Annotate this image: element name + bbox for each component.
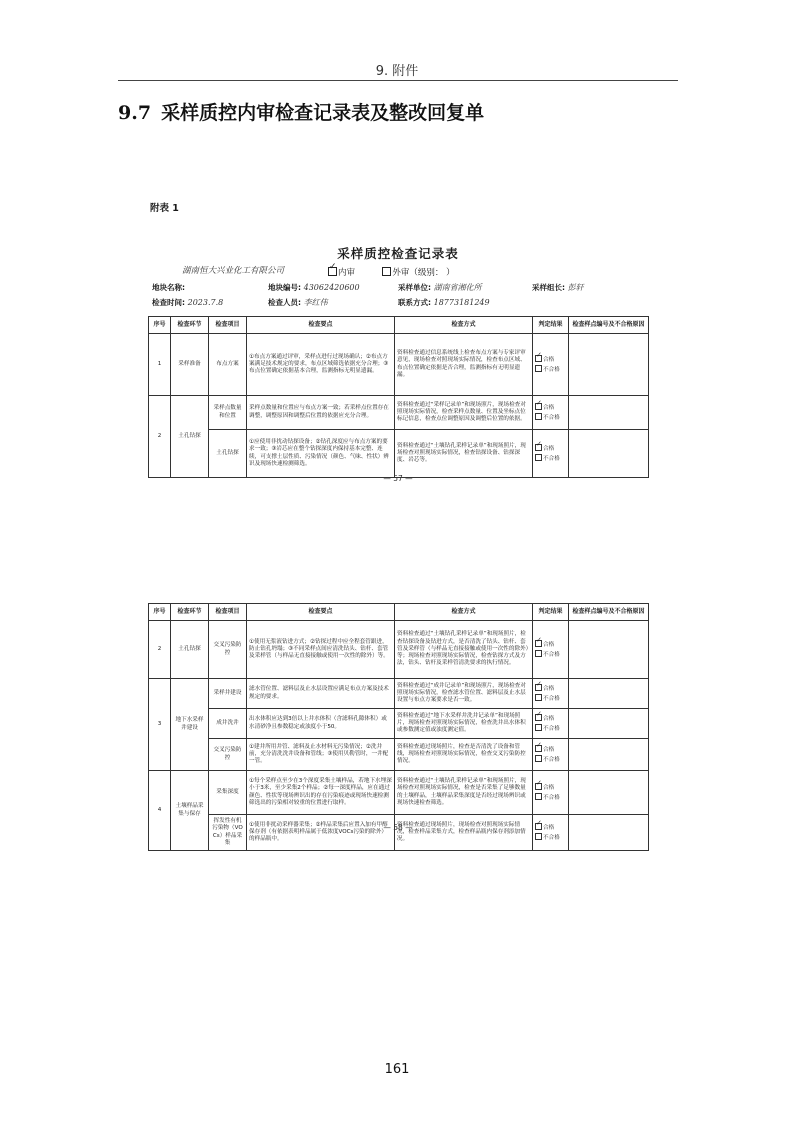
section-heading: 采样质控内审检查记录表及整改回复单 <box>161 102 485 124</box>
cell-points: ①应使用非扰动钻探设备；②钻孔深度应与布点方案的要求一致；③岩芯应在整个钻探深度内保持基本完整、连续，可支撑土层性质、污染情况（颜色、气味、性状）辨识及现场快速检测筛选。 <box>247 430 395 478</box>
external-audit-label: 外审（级别： ） <box>392 268 455 278</box>
sampling-unit-field: 采样单位: 湖南省湘化所 <box>398 283 482 292</box>
table-header-row <box>149 604 649 621</box>
cell-stage: 土孔钻探 <box>171 396 209 478</box>
cell-points: ①布点方案通过评审，采样点进行过现场确认；②布点方案满足技术规定的要求，布点区域筛选依据充分合理；③布点位置确定依据基本合理，监测指标无明显遗漏。 <box>247 334 395 396</box>
cell-points: 滤水管位置、滤料层及止水层设置应满足布点方案及技术规定的要求。 <box>247 679 395 709</box>
cell-remarks <box>569 334 649 396</box>
header-rule <box>118 80 678 81</box>
table-row <box>149 396 649 430</box>
contact-field: 联系方式: 18773181249 <box>398 298 490 307</box>
leader-field: 采样组长: 彭轩 <box>532 283 584 292</box>
cell-item: 交叉污染防控 <box>209 621 247 679</box>
section-number: 9.7 <box>118 102 152 124</box>
fail-checkbox <box>535 833 542 840</box>
cell-points: 出水体积应达到3倍以上井水体积（含滤料孔隙体积）或水清砂净且参数稳定或浊度小于50。 <box>247 709 395 739</box>
scan-page-number: — 58 — <box>383 823 413 832</box>
header-no: 序号 <box>149 317 171 334</box>
fail-checkbox <box>535 454 542 461</box>
cell-remarks <box>569 621 649 679</box>
table-row <box>149 815 649 851</box>
check-table-page-2 <box>148 603 649 851</box>
cell-method: 资料检查通过现场照片，检查是否清洗了设备和管线，现场检查对照现场实际情况，检查交叉污染防控情况。 <box>395 739 533 771</box>
cell-result: ✓合格 不合格 <box>533 396 569 430</box>
cell-points: 采样点数量和位置应与布点方案一致；若采样点位置存在调整，调整原因和调整后位置的依据应充分合理。 <box>247 396 395 430</box>
cell-no: 3 <box>149 679 171 771</box>
cell-stage: 采样准备 <box>171 334 209 396</box>
fail-checkbox <box>535 755 542 762</box>
fail-checkbox <box>535 413 542 420</box>
pass-checkbox <box>535 714 542 721</box>
cell-remarks <box>569 815 649 851</box>
cell-method: 资料检查通过“成井记录单”和现场照片，现场检查对照现场实际情况，检查滤水管位置、滤料层及止水层设置与布点方案要求是否一致。 <box>395 679 533 709</box>
fail-checkbox <box>535 724 542 731</box>
cell-stage: 土壤样品采集与保存 <box>171 771 209 851</box>
running-header: 9. 附件 <box>375 64 419 79</box>
inspector-field: 检查人员: 李红伟 <box>268 298 328 307</box>
cell-no: 2 <box>149 621 171 679</box>
cell-points: ①使用无浆液钻进方式；②钻探过程中应全程套管跟进，防止钻孔坍塌；③不同采样点间应清洗钻头、钻杆、套管及采样管（与样品无直接接触或使用一次性的除外）等。 <box>247 621 395 679</box>
pass-checkbox <box>535 684 542 691</box>
cell-method: 资料检查通过“土壤钻孔采样记录单”和现场照片，现场检查对照现场实际情况，检查是否采集了足够数量的土壤样品，土壤样品采集深度是否经过现场辨识或现场快速检查筛选。 <box>395 771 533 815</box>
cell-item: 成井洗井 <box>209 709 247 739</box>
fail-checkbox <box>535 365 542 372</box>
cell-result: ✓合格 不合格 <box>533 709 569 739</box>
internal-audit-checkbox <box>328 267 337 276</box>
cell-remarks <box>569 430 649 478</box>
cell-method: 资料检查通过“采样记录单”和现场照片，现场检查对照现场实际情况，检查采样点数量、位置及坐标点位标记信息，检查点位调整原因及调整后位置的依据。 <box>395 396 533 430</box>
cell-item: 交叉污染防控 <box>209 739 247 771</box>
cell-method: 资料检查通过“地下水采样井洗井记录单”和现场照片，现场检查对照现场实际情况，检查洗井出水体积或参数测定值或浊度测定值。 <box>395 709 533 739</box>
cell-points: ①每个采样点至少在3个深度采集土壤样品，若地下水埋深小于3米，至少采集2个样品；②每一深度样品，应在通过颜色、性状等现场辨识出的存在污染痕迹或现场快速检测筛选出的污染相对较重的位置进行取样。 <box>247 771 395 815</box>
audit-type-row <box>328 266 455 278</box>
cell-result: ✓合格 不合格 <box>533 679 569 709</box>
table-row <box>149 430 649 478</box>
cell-method: 资料检查通过“土壤钻孔采样记录单”和现场照片，检查钻探设备及钻进方式，是否清洗了钻头、钻杆、套管及采样管（与样品无直接接触或使用一次性的除外）等；现场检查对照现场实际情况，检查钻探方式及方法，钻头、钻杆及采样管清洗要求的执行情况。 <box>395 621 533 679</box>
page-number: 161 <box>384 1062 410 1077</box>
cell-result: ✓合格 不合格 <box>533 621 569 679</box>
cell-method: 资料检查通过现场照片，现场检查对照现场实际情况，检查样品采集方式，检查样品瓶内保存剂添加情况。 <box>395 815 533 851</box>
cell-stage: 土孔钻探 <box>171 621 209 679</box>
pass-checkbox <box>535 783 542 790</box>
handwritten-site-name: 湖南恒大兴业化工有限公司 <box>182 266 285 276</box>
cell-method: 资料检查通过“土壤钻孔采样记录单”和现场照片，现场检查对照现场实际情况，检查钻探设备、钻探深度、岩芯等。 <box>395 430 533 478</box>
fail-checkbox <box>535 793 542 800</box>
cell-remarks <box>569 771 649 815</box>
cell-points: ①使用非扰动采样器采集；②样品采集后应置入加有甲醇保存剂（有依据表明样品属于低浓度VOCs污染的除外）的样品瓶中。 <box>247 815 395 851</box>
cell-no: 1 <box>149 334 171 396</box>
header-stage: 检查环节 <box>171 317 209 334</box>
pass-checkbox <box>535 745 542 752</box>
cell-result: ✓合格 不合格 <box>533 334 569 396</box>
site-code-field: 地块编号: 43062420600 <box>268 283 360 292</box>
table-row <box>149 771 649 815</box>
header-stage: 检查环节 <box>171 604 209 621</box>
cell-no: 4 <box>149 771 171 851</box>
cell-item: 采集深度 <box>209 771 247 815</box>
cell-stage: 地下水采样井建设 <box>171 679 209 771</box>
header-result: 判定结果 <box>533 604 569 621</box>
scanned-form-page-1 <box>148 198 648 488</box>
check-table-page-1 <box>148 316 649 478</box>
cell-no: 2 <box>149 396 171 478</box>
cell-remarks <box>569 709 649 739</box>
pass-checkbox <box>535 403 542 410</box>
header-item: 检查项目 <box>209 317 247 334</box>
section-title <box>118 98 494 125</box>
fail-checkbox <box>535 650 542 657</box>
appendix-label: 附表 1 <box>150 203 179 214</box>
header-no: 序号 <box>149 604 171 621</box>
pass-checkbox <box>535 640 542 647</box>
header-remarks: 检查样点编号及不合格原因 <box>569 317 649 334</box>
cell-item: 布点方案 <box>209 334 247 396</box>
external-audit-checkbox <box>382 267 391 276</box>
cell-result: ✓合格 不合格 <box>533 815 569 851</box>
table-header-row <box>149 317 649 334</box>
site-name-field: 地块名称: <box>152 283 185 292</box>
cell-method: 资料检查通过信息系统线上检查布点方案与专家评审意见，现场检查对照现场实际情况，检查布点区域、布点位置确定依据是否合理，监测指标有无明显遗漏。 <box>395 334 533 396</box>
cell-item: 挥发性有机污染物（VOCs）样品采集 <box>209 815 247 851</box>
cell-remarks <box>569 679 649 709</box>
cell-item: 采样井建设 <box>209 679 247 709</box>
cell-result: ✓合格 不合格 <box>533 739 569 771</box>
time-field: 检查时间: 2023.7.8 <box>152 298 224 307</box>
cell-item: 采样点数量和位置 <box>209 396 247 430</box>
cell-result: ✓合格 不合格 <box>533 430 569 478</box>
cell-result: ✓合格 不合格 <box>533 771 569 815</box>
fail-checkbox <box>535 694 542 701</box>
scanned-form-page-2 <box>148 603 648 846</box>
table-row <box>149 679 649 709</box>
table-row <box>149 739 649 771</box>
table-row <box>149 709 649 739</box>
internal-audit-label: 内审 <box>338 268 356 278</box>
header-method: 检查方式 <box>395 604 533 621</box>
header-method: 检查方式 <box>395 317 533 334</box>
header-item: 检查项目 <box>209 604 247 621</box>
header-result: 判定结果 <box>533 317 569 334</box>
table-row <box>149 621 649 679</box>
cell-remarks <box>569 396 649 430</box>
table-row <box>149 334 649 396</box>
scan-page-number: — 57 — <box>383 474 413 483</box>
cell-item: 土孔钻探 <box>209 430 247 478</box>
header-points: 检查要点 <box>247 604 395 621</box>
form-title: 采样质控检查记录表 <box>337 246 459 261</box>
header-points: 检查要点 <box>247 317 395 334</box>
pass-checkbox <box>535 355 542 362</box>
header-remarks: 检查样点编号及不合格原因 <box>569 604 649 621</box>
cell-points: ①建井所用井管、滤料及止水材料无污染情况；②洗井前，充分清洗洗井设备和管线；③使用贝勒管时，一井配一管。 <box>247 739 395 771</box>
cell-remarks <box>569 739 649 771</box>
pass-checkbox <box>535 444 542 451</box>
